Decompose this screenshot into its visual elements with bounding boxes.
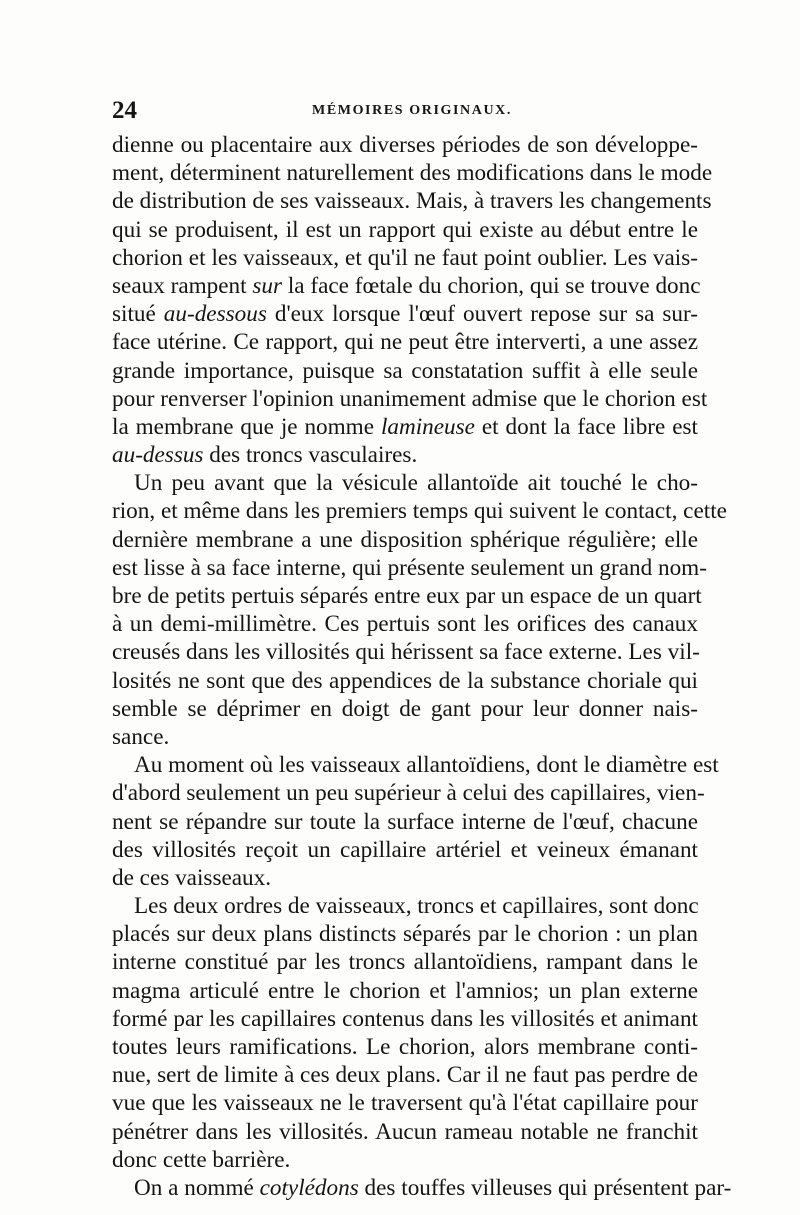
italic-term: cotylédons [259,1174,359,1201]
body-text [112,131,732,1202]
text-line [112,751,719,779]
text-line [112,1061,698,1089]
text-run: dienne ou placentaire aux diverses périodes de son développe- [112,132,698,158]
text-run: sance. [112,723,170,750]
text-run: et dont la face libre est [474,413,698,440]
italic-term: au-dessus [112,442,204,469]
text-line [112,1146,698,1174]
paragraph [112,131,713,469]
text-line [112,920,698,948]
text-run: qui se produisent, il est un rapport qui existe au début entre le [112,216,698,243]
text-run: On a nommé [134,1174,260,1201]
text-run: ment, déterminent naturellement des modifications dans le mode [112,160,713,187]
text-run: magma articulé entre le chorion et l'amnios; un plan externe [112,977,698,1004]
text-line [112,159,713,187]
paragraph [112,892,698,1174]
text-run: donc cette barrière. [112,1146,291,1173]
text-run: la membrane que je nomme [112,413,381,440]
text-run: Un peu avant que la vésicule allantoïde ait touché le cho- [134,470,698,497]
text-run: seaux rampent [112,272,253,299]
text-line [112,1174,732,1202]
text-run: pour renverser l'opinion unanimement admise que le chorion est [112,385,708,412]
text-run: formé par les capillaires contenus dans les villosités et animant [112,1005,698,1032]
text-run: situé [112,301,164,328]
text-run: des troncs vasculaires. [203,442,418,469]
text-run: losités ne sont que des appendices de la substance choriale qui [112,667,698,694]
italic-term: lamineuse [380,413,475,440]
text-line [112,1033,698,1061]
paragraph [112,1174,732,1202]
text-run: des touffes villeuses qui présentent par- [358,1174,732,1201]
text-line [112,131,698,159]
text-line [112,526,698,554]
text-line [112,1118,698,1146]
text-line [112,469,698,497]
text-line [112,1089,698,1117]
text-line [112,638,698,666]
text-line [112,582,702,610]
text-run: rion, et même dans les premiers temps qui suivent le contact, cette [112,498,727,525]
text-line [112,244,698,272]
text-line [112,216,698,244]
text-run: semble se déprimer en doigt de gant pour leur donner nais- [112,695,698,722]
text-line [112,441,698,469]
text-run: chorion et les vaisseaux, et qu'il ne faut point oublier. Les vais- [112,244,698,271]
text-line [112,385,708,413]
text-run: des villosités reçoit un capillaire artériel et veineux émanant [112,836,698,863]
text-line [112,272,701,300]
text-line [112,977,698,1005]
text-run: toutes leurs ramifications. Le chorion, alors membrane conti- [112,1034,698,1060]
text-run: dernière membrane a une disposition sphérique régulière; elle [112,526,698,553]
text-run: creusés dans les villosités qui hérissent sa face externe. Les vil- [112,639,700,666]
text-run: face utérine. Ce rapport, qui ne peut être interverti, a une assez [112,329,698,356]
running-head [112,96,698,126]
text-line [112,695,698,723]
text-run: interne constitué par les troncs allantoïdiens, rampant dans le [112,949,698,976]
text-line [112,497,727,525]
text-run: placés sur deux plans distincts séparés par le chorion : un plan [112,921,698,948]
text-run: Les deux ordres de vaisseaux, troncs et capillaires, sont donc [134,893,699,920]
text-line [112,413,698,441]
text-run: nue, sert de limite à ces deux plans. Car il ne faut pas perdre de [112,1062,698,1089]
text-line [112,892,698,920]
text-line [112,328,698,356]
paragraph [112,751,719,892]
text-line [112,723,698,751]
text-run: nent se répandre sur toute la surface interne de l'œuf, chacune [112,808,698,835]
text-run: grande importance, puisque sa constatation suffit à elle seule [112,357,698,384]
page-number: 24 [112,97,137,124]
italic-term: au-dessous [163,301,267,328]
text-line [112,1005,698,1033]
text-line [112,554,707,582]
text-run: à un demi-millimètre. Ces pertuis sont les orifices des canaux [112,611,698,638]
text-line [112,948,698,976]
text-line [112,836,698,864]
paragraph [112,469,727,751]
text-line [112,187,712,215]
text-run: vue que les vaisseaux ne le traversent qu'à l'état capillaire pour [112,1090,698,1117]
text-run: bre de petits pertuis séparés entre eux par un espace de un quart [112,583,702,609]
text-run: la face fœtale du chorion, qui se trouve donc [282,272,701,299]
running-title: MÉMOIRES ORIGINAUX. [312,103,512,118]
text-run: d'abord seulement un peu supérieur à celui des capillaires, vien- [112,780,705,807]
text-run: pénétrer dans les villosités. Aucun rameau notable ne franchit [112,1118,698,1145]
text-line [112,357,698,385]
text-run: de distribution de ses vaisseaux. Mais, à travers les changements [112,188,712,215]
text-run: est lisse à sa face interne, qui présente seulement un grand nom- [112,554,707,581]
text-run: de ces vaisseaux. [112,864,272,891]
text-run: d'eux lorsque l'œuf ouvert repose sur sa sur- [266,301,698,328]
text-line [112,808,698,836]
italic-term: sur [252,272,283,299]
text-line [112,779,705,807]
text-line [112,667,698,695]
text-line [112,864,698,892]
text-run: Au moment où les vaisseaux allantoïdiens, dont le diamètre est [134,752,719,779]
text-line [112,610,698,638]
text-line [112,300,698,328]
